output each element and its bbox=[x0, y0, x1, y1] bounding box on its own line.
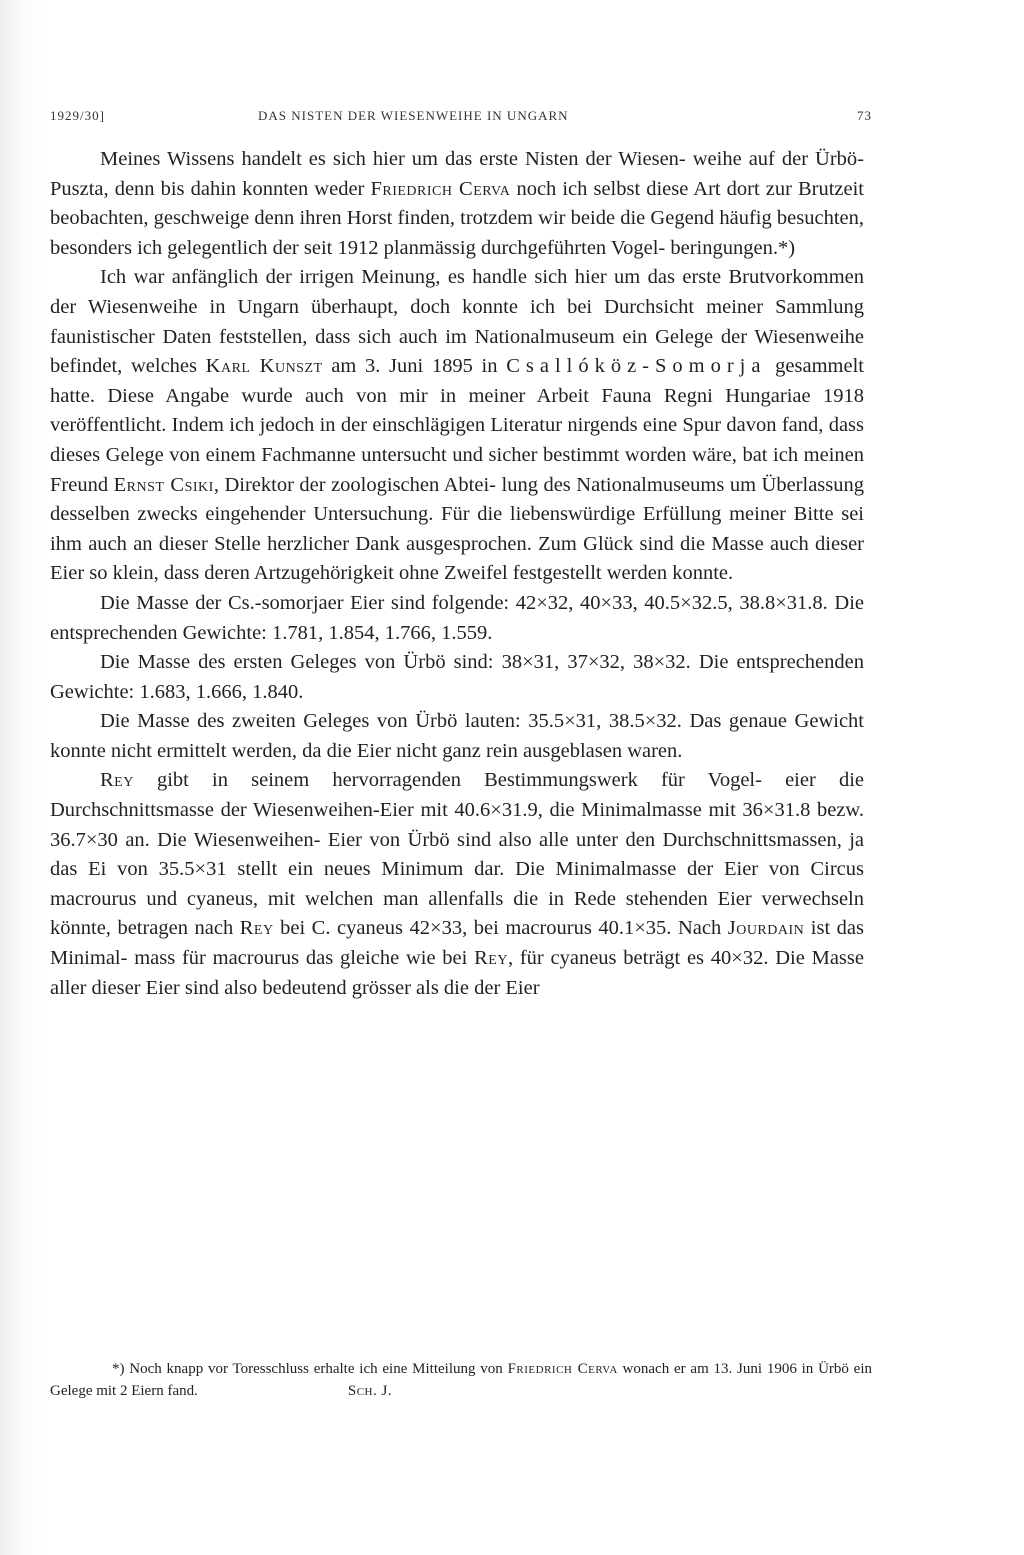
text-run: bei C. cyaneus 42×33, bei macrourus 40.1×35. Nach bbox=[273, 917, 728, 940]
text-run: Meines Wissens handelt es sich hier um das erste Nisten der Wiesen- weihe auf der Ürbö-Puszta, denn bis dahin konnten weder bbox=[50, 148, 864, 200]
person-name: Karl Kunszt bbox=[205, 355, 323, 378]
text-run: gibt in seinem hervorragenden Bestimmungswerk für Vogel- eier die Durchschnittsmasse der Wiesenweihen-Eier mit 40.6×31.9, die Minimalmasse mit 36×31.8 bezw. 36.7×30 an. Die Wiesenweihen- Eier von Ürbö sind also alle unter den Durchschnittsmassen, ja das Ei von 35.5×31 stellt ein neues Minimum dar. Die Minimalmasse der Eier von Circus macrourus und cyaneus, mit welchen man allenfalls die in Rede stehenden Eier verwechseln könnte, betragen nach bbox=[50, 769, 864, 940]
text-run: am 3. Juni 1895 in bbox=[322, 355, 507, 378]
paragraph-4: Die Masse des ersten Geleges von Ürbö sind: 38×31, 37×32, 38×32. Die entsprechenden Gewichte: 1.683, 1.666, 1.840. bbox=[50, 651, 864, 703]
person-name: Friedrich Cerva bbox=[507, 1361, 618, 1377]
paragraph-2 bbox=[50, 263, 864, 589]
body-text bbox=[50, 145, 864, 1003]
paragraph-3: Die Masse der Cs.-somorjaer Eier sind folgende: 42×32, 40×33, 40.5×32.5, 38.8×31.8. Die entsprechenden Gewichte: 1.781, 1.854, 1.766, 1.559. bbox=[50, 591, 864, 644]
text-run: wonach er am 13. Juni 1906 in Ürbö ein Gelege mit 2 Eiern fand. bbox=[50, 1361, 872, 1399]
text-run: ist das Minimal- mass für macrourus das gleiche wie bei bbox=[50, 917, 865, 970]
person-name: Rey bbox=[474, 947, 508, 970]
person-name: Jourdain bbox=[727, 917, 805, 940]
text-run: *) Noch knapp vor Toresschluss erhalte ich eine Mitteilung von bbox=[112, 1361, 508, 1377]
paragraph-5: Die Masse des zweiten Geleges von Ürbö lauten: 35.5×31, 38.5×32. Das genaue Gewicht konnte nicht ermittelt werden, da die Eier nicht ganz rein ausgeblasen waren. bbox=[50, 710, 864, 762]
text-run: noch ich selbst diese Art dort zur Brutzeit beobachten, geschweige denn ihren Horst finden, trotzdem wir beide die Gegend häufig besuchten, besonders ich gelegentlich der seit 1912 planmässig durchgeführten Vogel- beringungen.*) bbox=[50, 177, 865, 259]
paragraph-1 bbox=[50, 145, 864, 263]
text-run: , Direktor der zoologischen Abtei- lung des Nationalmuseums um Überlassung desselben zwecks eingehender Untersuchung. Für die liebenswürdige Erfüllung meiner Bitte sei ihm auch an dieser Stelle herzlicher Dank ausgesprochen. Zum Glück sind die Masse auch dieser Eier so klein, dass deren Artzugehörigkeit ohne Zweifel festgestellt werden konnte. bbox=[50, 473, 865, 585]
page-number: 73 bbox=[857, 108, 872, 123]
text-run: Ich war anfänglich der irrigen Meinung, es handle sich hier um das erste Brutvorkommen der Wiesenweihe in Ungarn überhaupt, doch konnte ich bei Durchsicht meiner Sammlung faunistischer Daten feststellen, dass sich auch im Nationalmuseum ein Gelege der Wiesenweihe befindet, welches bbox=[50, 266, 864, 378]
header-title: DAS NISTEN DER WIESENWEIHE IN UNGARN bbox=[258, 108, 569, 123]
person-name: Rey bbox=[239, 917, 274, 940]
place-name: Csallóköz-Somorja bbox=[506, 355, 767, 378]
person-name: Friedrich Cerva bbox=[370, 177, 511, 200]
footnote bbox=[50, 1358, 872, 1402]
person-name: Rey bbox=[100, 769, 134, 792]
text-run: gesammelt hatte. Diese Angabe wurde auch von mir in meiner Arbeit Fauna Regni Hungariae 1918 veröffentlicht. Indem ich jedoch in der einschlägigen Literatur nirgends eine Spur davon fand, dass dieses Gelege von einem Fachmanne untersucht und sicher bestimmt worden wäre, bat ich meinen Freund bbox=[50, 355, 864, 496]
paragraph-6 bbox=[50, 766, 864, 1003]
running-head bbox=[50, 108, 872, 130]
person-name: Ernst Csiki bbox=[113, 473, 214, 496]
footnote-signature: Sch. J. bbox=[347, 1383, 393, 1399]
footnote-text bbox=[50, 1358, 872, 1402]
text-run: , für cyaneus beträgt es 40×32. Die Masse aller dieser Eier sind also bedeutend grösser als die der Eier bbox=[50, 947, 864, 999]
header-year: 1929/30] bbox=[50, 108, 105, 123]
